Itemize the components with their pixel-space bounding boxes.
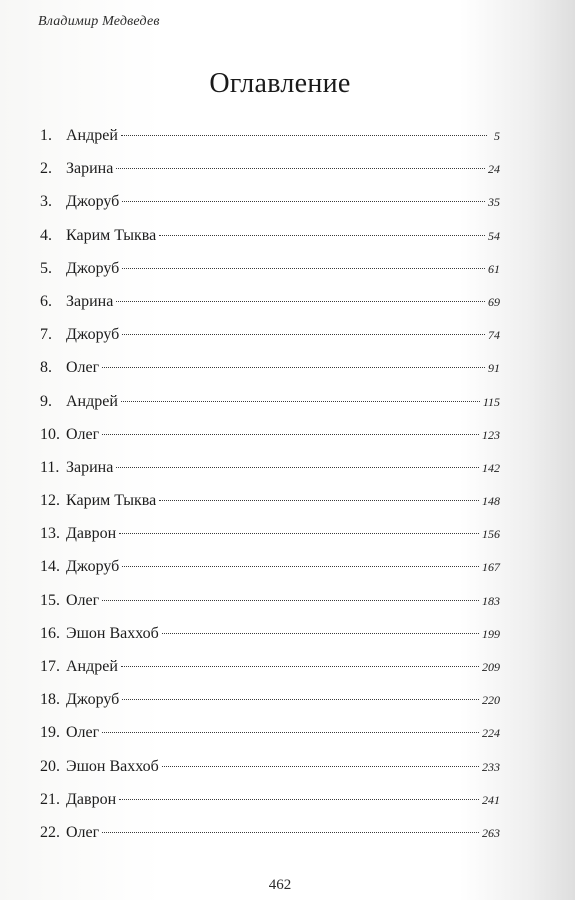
- toc-dot-leader: [162, 633, 479, 634]
- toc-entry-title: Олег: [66, 359, 100, 377]
- toc-dot-leader: [122, 566, 479, 567]
- toc-entry-title: Даврон: [66, 525, 117, 543]
- toc-entry-number: 10.: [40, 425, 60, 443]
- running-head: Владимир Медведев: [38, 14, 160, 29]
- toc-entry-title: Олег: [66, 591, 100, 609]
- toc-title: Оглавление: [209, 68, 351, 99]
- toc-entry-number: 6.: [40, 292, 52, 310]
- toc-dot-leader: [122, 201, 485, 202]
- toc-entry-title: Джоруб: [66, 193, 120, 211]
- toc-dot-leader: [102, 367, 485, 368]
- toc-entry-page: 199: [482, 626, 500, 641]
- toc-entry: [40, 524, 500, 557]
- toc-entry-title: Зарина: [66, 160, 114, 178]
- toc-entry: [40, 159, 500, 192]
- toc-entry: [40, 259, 500, 292]
- toc-list: [40, 126, 500, 856]
- toc-entry: [40, 723, 500, 756]
- toc-dot-leader: [116, 301, 485, 302]
- toc-entry-number: 11.: [40, 458, 60, 476]
- toc-dot-leader: [116, 467, 479, 468]
- toc-entry: [40, 624, 500, 657]
- toc-entry-page: 148: [482, 494, 500, 509]
- toc-entry: [40, 358, 500, 391]
- toc-dot-leader: [119, 533, 479, 534]
- toc-entry-number: 5.: [40, 259, 52, 277]
- toc-entry-page: 183: [482, 593, 500, 608]
- toc-entry-number: 20.: [40, 757, 60, 775]
- toc-entry: [40, 657, 500, 690]
- toc-entry-title: Зарина: [66, 292, 114, 310]
- toc-entry-title: Джоруб: [66, 326, 120, 344]
- toc-entry-page: 241: [482, 792, 500, 807]
- toc-entry-page: 123: [482, 427, 500, 442]
- toc-dot-leader: [102, 434, 479, 435]
- toc-entry-page: 24: [488, 162, 500, 177]
- toc-dot-leader: [159, 500, 479, 501]
- toc-entry-title: Андрей: [66, 392, 118, 410]
- toc-entry: [40, 425, 500, 458]
- toc-entry-number: 7.: [40, 326, 52, 344]
- toc-entry: [40, 126, 500, 159]
- toc-entry-page: 74: [488, 328, 500, 343]
- toc-entry-title: Джоруб: [66, 259, 120, 277]
- toc-entry-page: 209: [482, 660, 500, 674]
- toc-entry-title: Зарина: [66, 458, 114, 476]
- toc-entry-title: Олег: [66, 724, 100, 742]
- toc-entry: [40, 292, 500, 325]
- toc-dot-leader: [121, 135, 487, 136]
- toc-dot-leader: [122, 699, 479, 700]
- toc-dot-leader: [119, 799, 479, 800]
- toc-entry-page: 115: [482, 394, 500, 409]
- toc-entry-number: 9.: [40, 392, 52, 410]
- toc-dot-leader: [102, 600, 479, 601]
- toc-entry-number: 18.: [40, 691, 60, 709]
- toc-entry-page: 233: [482, 759, 500, 774]
- toc-entry-number: 17.: [40, 658, 60, 675]
- toc-entry-title: Джоруб: [66, 558, 120, 576]
- toc-entry: [40, 458, 500, 491]
- toc-dot-leader: [102, 832, 479, 833]
- toc-entry-number: 14.: [40, 558, 60, 576]
- toc-entry-title: Карим Тыква: [66, 492, 157, 510]
- toc-entry-number: 3.: [40, 193, 52, 211]
- toc-entry-title: Олег: [66, 425, 100, 443]
- toc-entry-page: 167: [482, 560, 500, 575]
- toc-entry-title: Андрей: [66, 127, 118, 144]
- toc-entry-title: Эшон Ваххоб: [66, 624, 159, 642]
- toc-entry-page: 220: [482, 693, 500, 708]
- toc-dot-leader: [102, 732, 479, 733]
- toc-entry-number: 4.: [40, 226, 52, 244]
- toc-entry: [40, 392, 500, 425]
- toc-entry-title: Даврон: [66, 790, 117, 808]
- toc-entry-page: 156: [482, 527, 500, 542]
- toc-entry: [40, 192, 500, 225]
- toc-entry-page: 224: [482, 726, 500, 741]
- toc-entry: [40, 690, 500, 723]
- toc-entry-number: 19.: [40, 724, 60, 742]
- toc-entry-title: Андрей: [66, 658, 118, 675]
- toc-dot-leader: [122, 334, 485, 335]
- toc-entry-page: 263: [482, 825, 500, 840]
- toc-entry-page: 54: [488, 228, 500, 243]
- toc-entry-number: 2.: [40, 160, 52, 178]
- toc-entry-page: 69: [488, 294, 500, 309]
- toc-entry-number: 21.: [40, 790, 60, 808]
- toc-dot-leader: [121, 401, 480, 402]
- toc-entry-page: 142: [482, 460, 500, 475]
- toc-entry-number: 15.: [40, 591, 60, 609]
- toc-dot-leader: [116, 168, 485, 169]
- toc-entry-number: 16.: [40, 624, 60, 642]
- toc-entry-number: 22.: [40, 823, 60, 841]
- toc-entry-page: 5: [494, 129, 500, 143]
- toc-dot-leader: [159, 235, 485, 236]
- toc-entry-number: 12.: [40, 492, 60, 510]
- toc-entry: [40, 790, 500, 823]
- toc-entry-title: Олег: [66, 823, 100, 841]
- toc-dot-leader: [122, 268, 485, 269]
- toc-entry: [40, 491, 500, 524]
- toc-dot-leader: [121, 666, 479, 667]
- toc-entry-number: 13.: [40, 525, 60, 543]
- toc-entry: [40, 591, 500, 624]
- toc-entry-title: Карим Тыква: [66, 226, 157, 244]
- toc-entry: [40, 757, 500, 790]
- toc-entry-title: Джоруб: [66, 691, 120, 709]
- toc-entry-number: 1.: [40, 127, 52, 144]
- toc-entry: [40, 226, 500, 259]
- toc-entry-title: Эшон Ваххоб: [66, 757, 159, 775]
- toc-entry: [40, 325, 500, 358]
- toc-entry-page: 91: [488, 361, 500, 376]
- toc-entry-number: 8.: [40, 359, 52, 377]
- toc-entry-page: 61: [488, 261, 500, 276]
- toc-entry: [40, 823, 500, 856]
- toc-dot-leader: [162, 766, 479, 767]
- page-number: 462: [268, 877, 292, 893]
- toc-entry: [40, 557, 500, 590]
- toc-entry-page: 35: [488, 195, 500, 210]
